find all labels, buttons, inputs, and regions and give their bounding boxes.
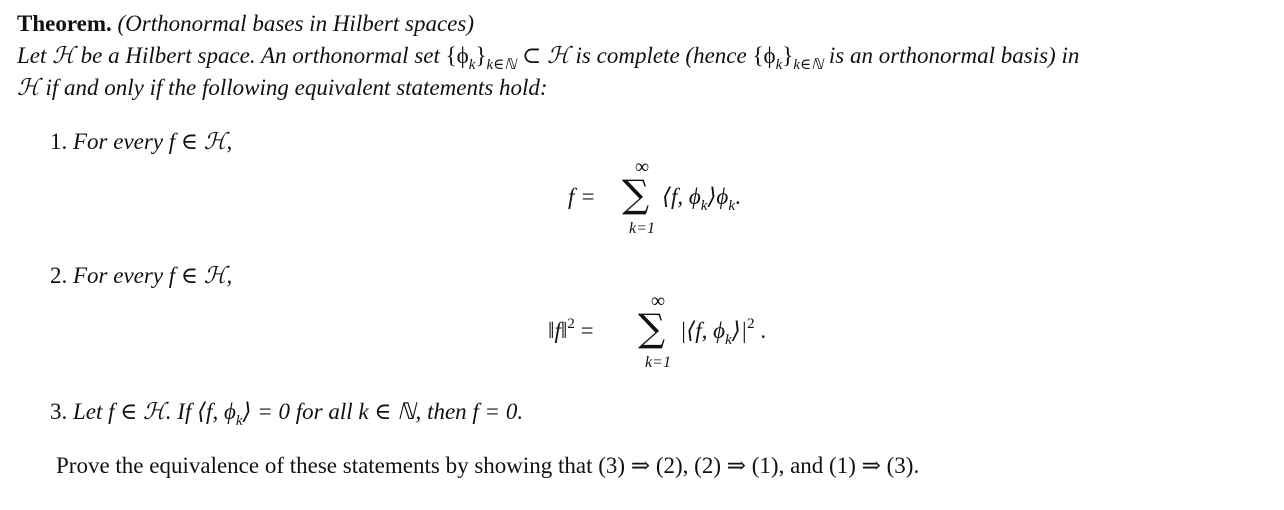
eq2-inner-product: |⟨f, ϕ xyxy=(680,318,726,343)
item-2-number: 2. xyxy=(50,263,68,288)
phi-set-open: {ϕ xyxy=(445,43,469,68)
item-3-number: 3. xyxy=(50,399,68,424)
eq1-sub-k: k xyxy=(700,198,708,214)
statement-text-1: be a Hilbert space. An orthonormal set xyxy=(80,43,440,68)
item-1-lead-text: For every xyxy=(73,129,164,154)
hilbert-symbol: ℋ xyxy=(547,43,570,69)
item-3-then: then xyxy=(427,399,467,424)
eq2-sum-upper: ∞ xyxy=(650,290,666,312)
statement-text-3: is an orthonormal basis) in xyxy=(828,43,1080,68)
prove-instruction: Prove the equivalence of these statements by showing that (3) ⇒ (2), (2) ⇒ (1), and (1) ⇒ (3). xyxy=(56,453,920,478)
index-k-in-n: k∈ℕ xyxy=(486,57,517,73)
item-3-equals-zero: ⟩ = 0 xyxy=(242,399,291,424)
item-2-lead-text: For every xyxy=(73,263,164,288)
eq2-lhs-sup: 2 xyxy=(567,316,575,332)
item-1-number: 1. xyxy=(50,129,68,154)
phi-sub-k: k xyxy=(468,57,476,73)
item-3-conclusion: f = 0. xyxy=(472,399,524,424)
eq2-tail: ⟩| xyxy=(731,318,748,343)
eq1-sum-lower: k=1 xyxy=(629,220,655,237)
item-2-lead xyxy=(50,262,232,290)
statement-text-4: if and only if the following equivalent statements hold: xyxy=(45,75,548,100)
index-k-in-n: k∈ℕ xyxy=(793,57,824,73)
eq2-norm: ‖f‖ xyxy=(548,318,568,343)
item-1-lead xyxy=(50,128,232,156)
item-3-k-in-n: k ∈ ℕ, xyxy=(358,399,422,424)
eq1-tail: ⟩ϕ xyxy=(707,184,729,209)
item-3-sub-k: k xyxy=(235,413,243,429)
item-3-let: Let xyxy=(73,399,103,424)
statement-text-2: is complete (hence xyxy=(575,43,747,68)
eq1-sub-k-2: k xyxy=(728,198,736,214)
eq2-lhs xyxy=(548,317,594,348)
item-3-condition: f ∈ ℋ. If ⟨f, ϕ xyxy=(108,399,236,424)
theorem-statement-line-1 xyxy=(17,42,1079,73)
theorem-heading xyxy=(17,10,474,38)
eq2-rhs xyxy=(680,317,766,348)
eq2-equals: = xyxy=(580,318,594,343)
eq2-sub-k: k xyxy=(725,332,732,348)
subset-symbol: ⊂ xyxy=(522,43,542,68)
item-3 xyxy=(50,398,523,429)
eq1-rhs xyxy=(662,183,741,214)
item-2-condition: f ∈ ℋ, xyxy=(168,263,233,288)
theorem-title: (Orthonormal bases in Hilbert spaces) xyxy=(117,11,474,36)
hilbert-symbol: ℋ xyxy=(52,43,75,69)
eq1-sum-symbol: ∑ xyxy=(622,172,650,216)
phi-set-close: } xyxy=(475,43,487,68)
theorem-statement-line-2 xyxy=(17,74,548,102)
statement-let: Let xyxy=(17,43,47,68)
item-3-for-all: for all xyxy=(295,399,353,424)
phi-set-open: {ϕ xyxy=(752,43,776,68)
hilbert-symbol: ℋ xyxy=(17,75,40,101)
eq1-inner-product: ⟨f, ϕ xyxy=(662,184,701,209)
eq1-end: . xyxy=(735,184,741,209)
phi-sub-k: k xyxy=(775,57,783,73)
eq2-sum-symbol: ∑ xyxy=(638,306,666,350)
theorem-label: Theorem. xyxy=(17,11,112,36)
eq2-end: . xyxy=(760,318,767,343)
eq1-sum-upper: ∞ xyxy=(634,156,650,178)
phi-set-close: } xyxy=(782,43,794,68)
eq2-sum-lower: k=1 xyxy=(645,354,671,371)
eq2-rhs-sup: 2 xyxy=(747,316,755,332)
eq1-lhs: f = xyxy=(568,184,596,209)
item-1-condition: f ∈ ℋ, xyxy=(168,129,233,154)
